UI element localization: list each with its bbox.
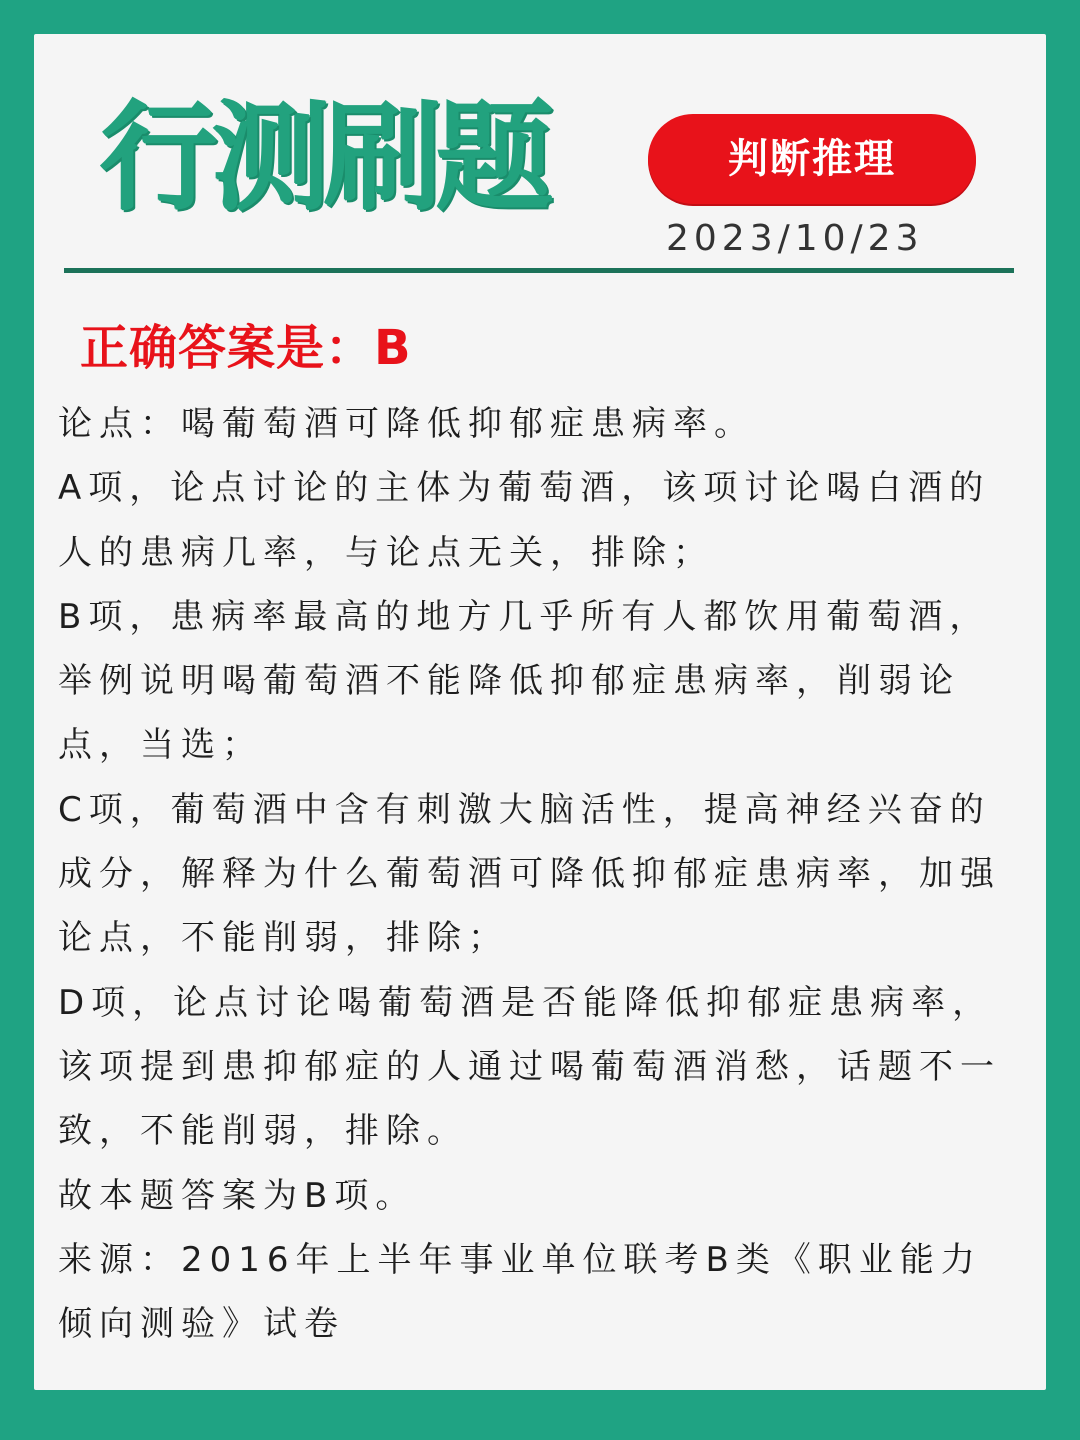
explanation-paragraph-option-c: C项，葡萄酒中含有刺激大脑活性，提高神经兴奋的成分，解释为什么葡萄酒可降低抑郁症患病率，加强论点，不能削弱，排除；	[58, 789, 1001, 959]
header-divider	[64, 268, 1014, 273]
explanation-body	[58, 392, 1022, 1356]
explanation-paragraph-option-a: A项，论点讨论的主体为葡萄酒，该项讨论喝白酒的人的患病几率，与论点无关，排除；	[58, 468, 991, 573]
post-date: 2023/10/23	[666, 218, 924, 259]
page-title: 行测刷题	[100, 89, 549, 227]
explanation-paragraph-argument: 论点：喝葡萄酒可降低抑郁症患病率。	[58, 404, 755, 444]
explanation-paragraph-option-d: D项，论点讨论喝葡萄酒是否能降低抑郁症患病率，该项提到患抑郁症的人通过喝葡萄酒消愁，话题不一致，不能削弱，排除。	[58, 982, 1001, 1152]
explanation-paragraph-conclusion: 故本题答案为B项。	[58, 1175, 417, 1216]
explanation-paragraph-option-b: B项，患病率最高的地方几乎所有人都饮用葡萄酒，举例说明喝葡萄酒不能降低抑郁症患病率，削弱论点，当选；	[58, 596, 991, 766]
explanation-paragraph-source: 来源：2016年上半年事业单位联考B类《职业能力倾向测验》试卷	[58, 1239, 982, 1345]
content-card	[34, 34, 1046, 1390]
category-badge: 判断推理	[648, 114, 976, 204]
correct-answer: 正确答案是：B	[80, 320, 412, 376]
